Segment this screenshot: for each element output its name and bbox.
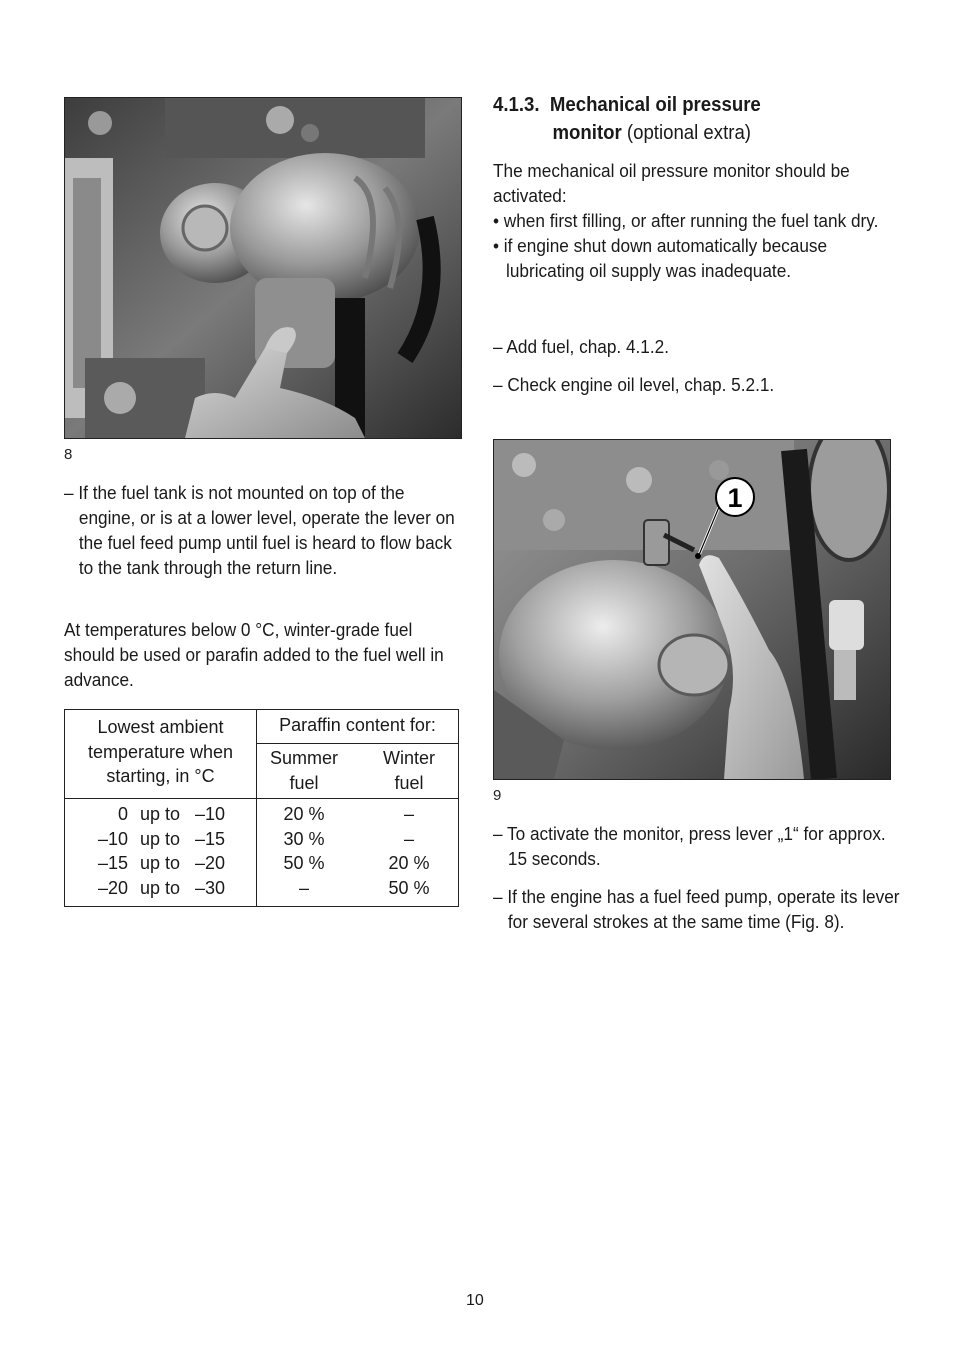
intro-text: The mechanical oil pressure monitor should be activated: bbox=[493, 160, 850, 206]
section-heading: 4.1.3. Mechanical oil pressure monitor (optional extra) bbox=[493, 94, 761, 144]
step-check-oil: – Check engine oil level, chap. 5.2.1. bbox=[493, 374, 775, 395]
oil-pressure-monitor-image bbox=[494, 440, 890, 779]
paraffin-table bbox=[64, 709, 459, 907]
activation-conditions bbox=[493, 208, 888, 283]
winter-values: – – 20 % 50 % bbox=[359, 799, 459, 907]
list-item: • when first filling, or after running the fuel tank dry. bbox=[493, 210, 879, 231]
step-add-fuel: – Add fuel, chap. 4.1.2. bbox=[493, 336, 670, 357]
callout-1-label: 1 bbox=[727, 483, 743, 513]
fuel-pump-engine-image bbox=[65, 98, 461, 438]
temperature-ranges bbox=[65, 799, 257, 907]
table-row: –20 up to –30 bbox=[97, 877, 226, 898]
figure-9-caption: 9 bbox=[493, 787, 502, 804]
figure-9-photo bbox=[493, 439, 891, 780]
table-row: 0 up to –10 bbox=[117, 804, 226, 824]
list-item: • if engine shut down automatically because lubricating oil supply was inadequate. bbox=[493, 235, 828, 281]
table-row: –10 up to –15 bbox=[97, 828, 226, 849]
step-operate-pump: – If the engine has a fuel feed pump, operate its lever for several strokes at the same time (Fig. 8). bbox=[493, 886, 900, 932]
header-winter-fuel: Winter fuel bbox=[359, 744, 459, 799]
paraffin-table-wrapper bbox=[64, 709, 459, 907]
header-summer-fuel: Summer fuel bbox=[257, 744, 360, 799]
header-temperature: Lowest ambient temperature when starting, in °C bbox=[65, 710, 257, 799]
step-press-lever: – To activate the monitor, press lever „1“ for approx. 15 seconds. bbox=[493, 823, 886, 869]
winter-fuel-note: At temperatures below 0 °C, winter-grade fuel should be used or parafin added to the fuel well in advance. bbox=[64, 619, 444, 690]
fuel-tank-instruction: – If the fuel tank is not mounted on top of the engine, or is at a lower level, operate the lever on the fuel feed pump until fuel is heard to flow back to the tank through the return line. bbox=[64, 482, 455, 578]
header-paraffin: Paraffin content for: bbox=[257, 710, 459, 744]
figure-8-photo bbox=[64, 97, 462, 439]
table-row: –15 up to –20 bbox=[97, 853, 226, 873]
page-number: 10 bbox=[466, 1292, 484, 1309]
figure-8-caption: 8 bbox=[64, 446, 73, 463]
summer-values: 20 % 30 % 50 % – bbox=[257, 799, 360, 907]
